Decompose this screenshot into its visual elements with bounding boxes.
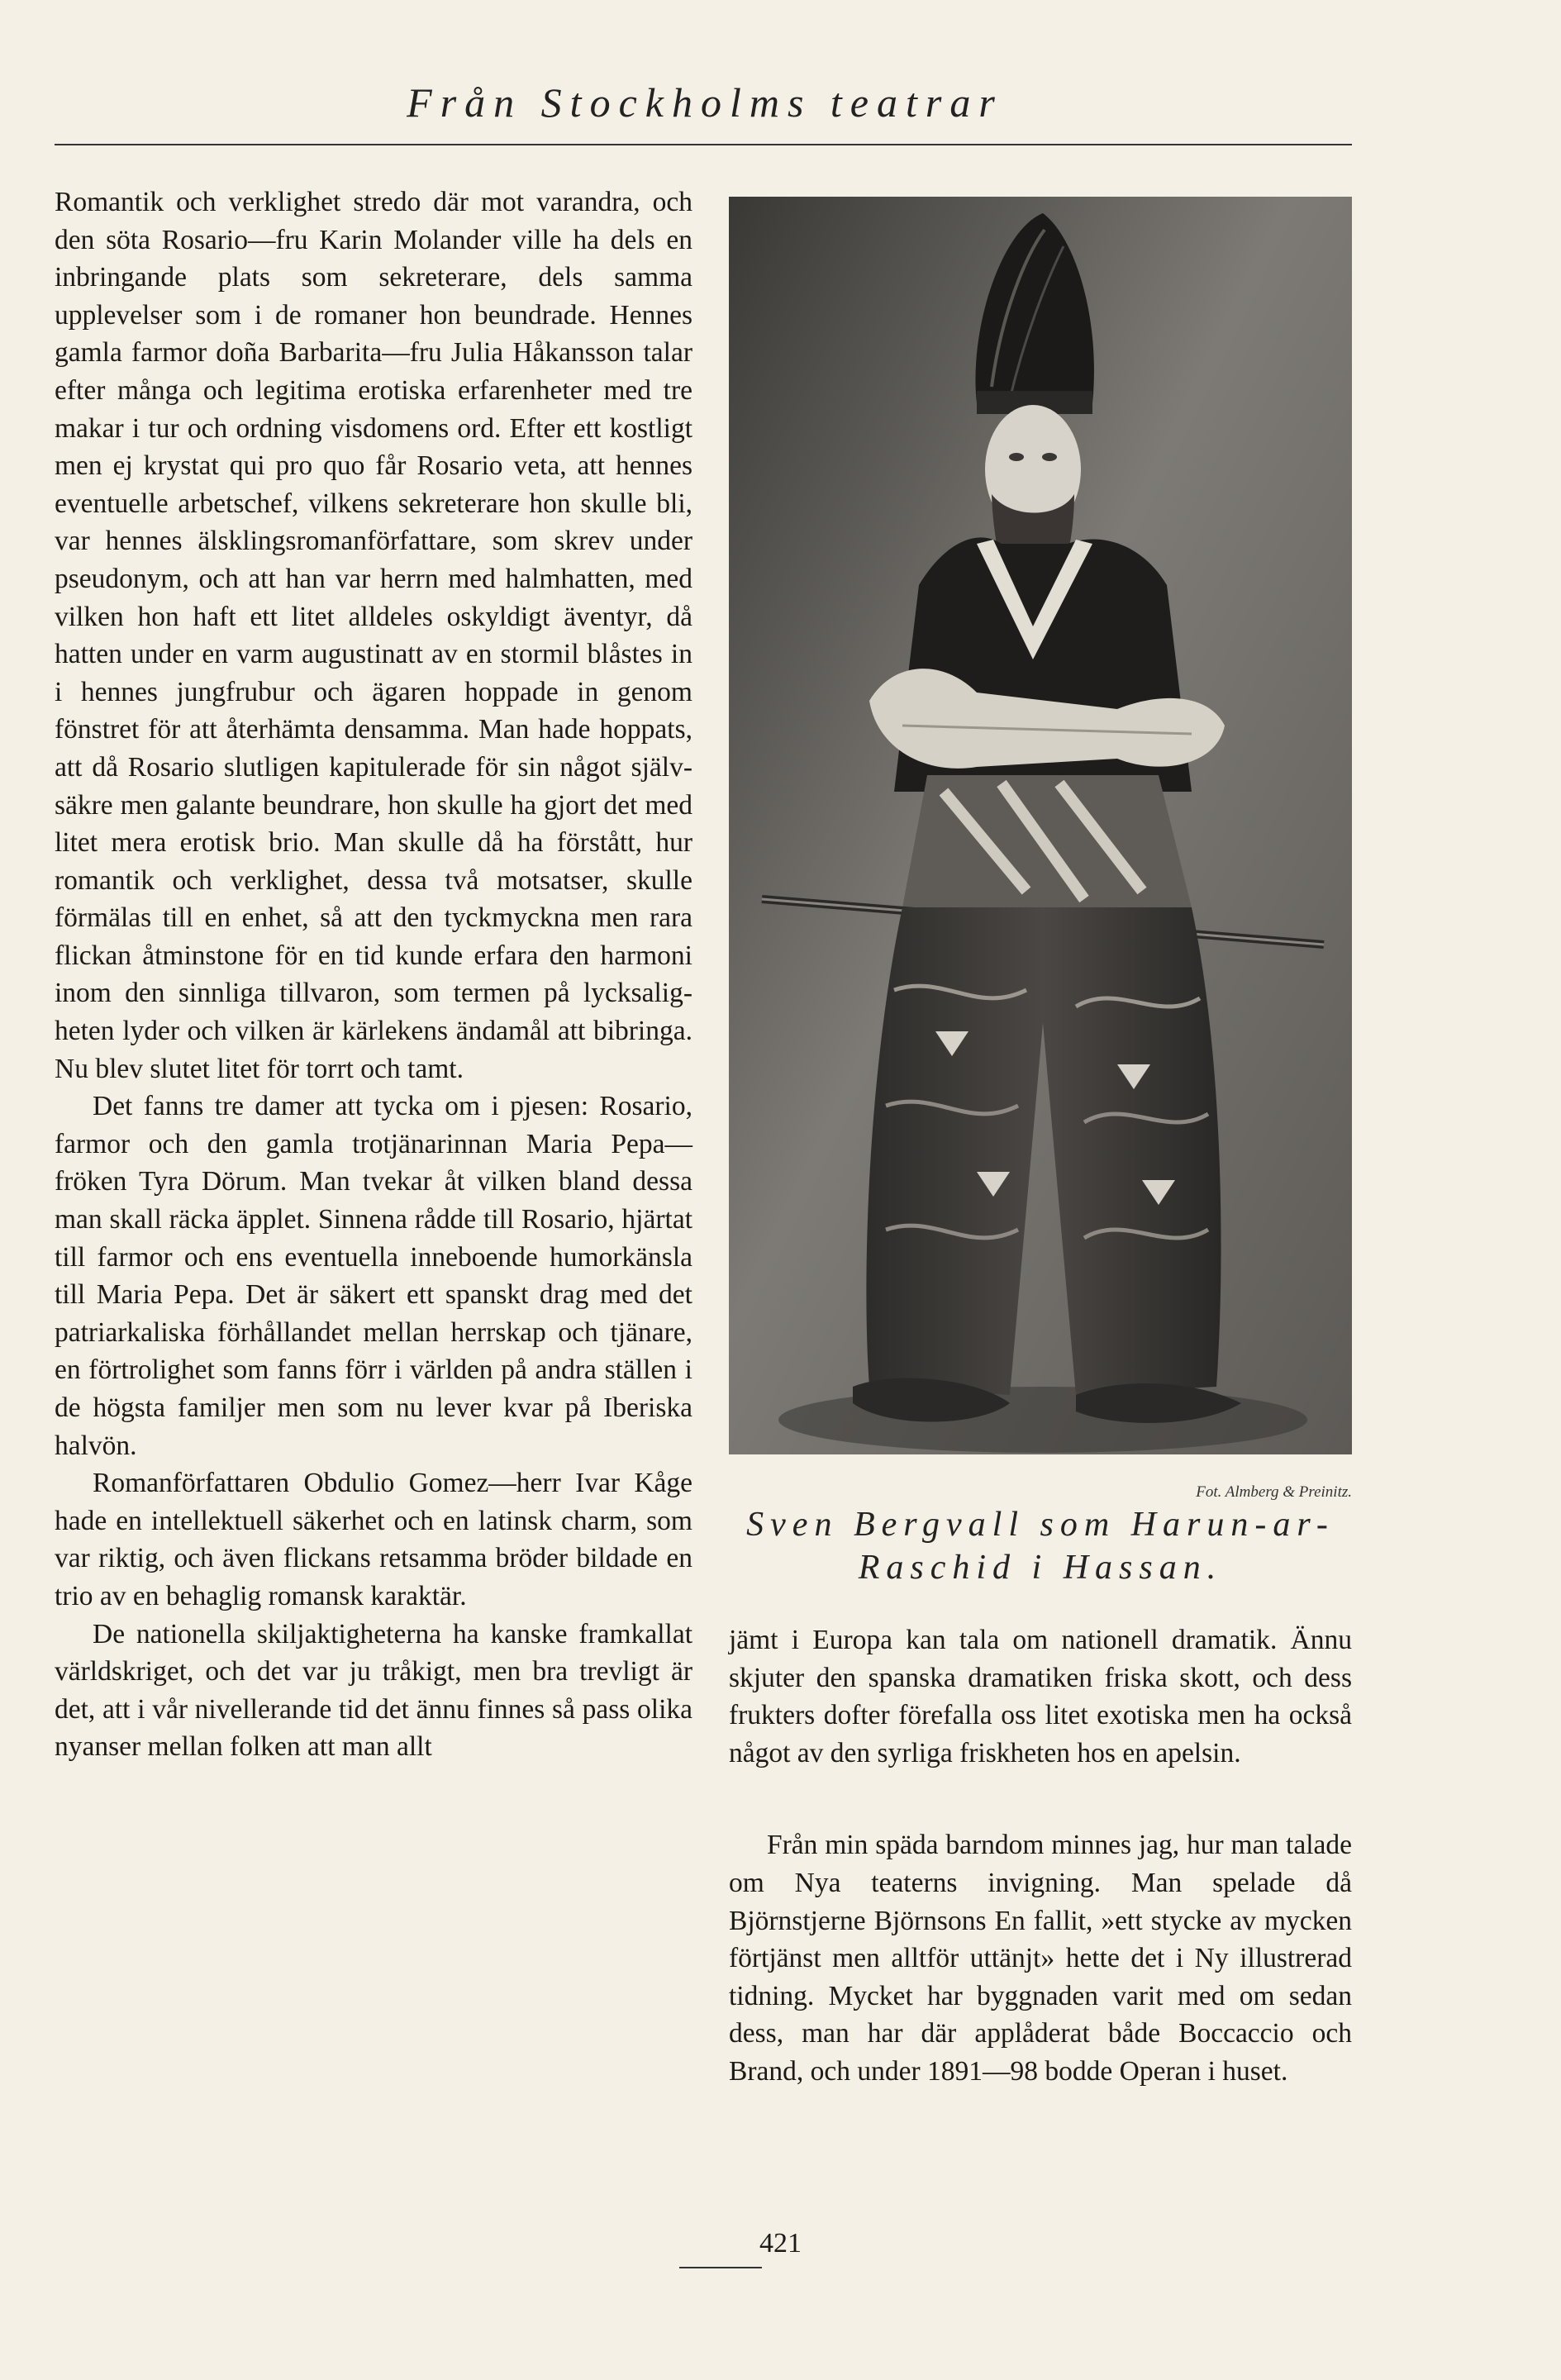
running-title: Från Stockholms teatrar	[407, 79, 1003, 126]
paragraph-2: Det fanns tre damer att tycka om i pjesen: Rosario, farmor och den gamla trotjänarinnan Maria Pepa—fröken Tyra Dörum. Man tvekar åt vilken bland dessa man skall räcka äpplet. Sinnena rådde till Rosario, hjärtat till farmor och ens eventuella inneboende humorkänsla till Maria Pepa. Det är säkert ett spanskt drag med det patriarkaliska förhållandet mellan herrskap och tjänare, en förtrolighet som fanns förr i världen på andra ställen i de högsta familjer men som nu lever kvar på Iberiska halvön.	[55, 1091, 692, 1461]
paragraph-3: Romanförfattaren Obdulio Gomez—herr Ivar Kåge hade en intellektuell säkerhet och en latinsk charm, som var riktig, och även flickans retsamma bröder bildade en trio av en behaglig romansk karaktär.	[55, 1468, 692, 1611]
actor-photograph	[729, 197, 1352, 1454]
paragraph-4: De nationella skiljaktigheterna ha kanske framkallat världskriget, och det var ju tråkigt, men bra trevligt är det, att i vår nivellerande tid det ännu finnes så pass olika nyanser mellan folken att man allt	[55, 1618, 692, 1763]
paragraph-5: jämt i Europa kan tala om nationell dramatik. Ännu skjuter den spanska dramatiken friska skott, och dess frukters dofter förefalla oss litet exotiska men ha också något av den syrliga friskheten hos en apelsin.	[729, 1625, 1352, 1768]
left-text-column	[55, 183, 692, 1766]
page-number: 421	[759, 2228, 802, 2259]
actor-portrait-illustration	[729, 197, 1352, 1454]
page-number-rule	[679, 2267, 762, 2268]
paragraph-6: Från min späda barndom minnes jag, hur man talade om Nya teaterns invigning. Man spelade då Björnstjerne Björnsons En fallit, »ett stycke av mycken förtjänst men alltför uttänjt» hette det i Ny illustrerad tidning. Mycket har byggnaden varit med om sedan dess, man har där applåderat både Boccaccio och Brand, och under 1891—98 bodde Operan i huset.	[729, 1830, 1352, 2087]
figure-caption: Sven Bergvall som Harun-ar-Raschid i Hassan.	[746, 1506, 1335, 1587]
photo-credit: Fot. Almberg & Preinitz.	[1196, 1483, 1352, 1501]
paragraph-gap	[729, 1772, 1352, 1826]
paragraph-1: Romantik och verklighet stredo där mot varandra, och den söta Rosario—fru Karin Molander ville ha dels en inbringande plats som sekreterare, dels samma upplevelser som i de romaner hon beundrade. Hennes gamla farmor doña Barbarita—fru Julia Håkansson talar efter många och legitima erotiska erfarenheter med tre makar i tur och ordning visdomens ord. Efter ett kostligt men ej krystat qui pro quo får Rosario veta, att hennes eventuelle arbetschef, vilkens sekreterare hon skulle bli, var hennes älsklingsromanförfattare, som skrev under pseudonym, och att han var herrn med halmhatten, med vilken hon haft ett litet alldeles oskyldigt äventyr, då hatten under en varm augustinatt av en stormil blåstes in i hennes jungfrubur och ägaren hoppade in genom fönstret för att återhämta densamma. Man hade hoppats, att då Rosario slutligen kapitulerade för sin något självsäkre men galante beundrare, hon skulle ha gjort det med litet mera erotisk brio. Man skulle då ha förstått, hur romantik och verklighet, dessa två motsatser, skulle förmälas till en enhet, så att den tyckmyckna men rara flickan åtminstone för en tid kunde erfara den harmoni inom den sinnliga tillvaron, som termen på lycksaligheten lyder och vilken är kärlekens ändamål att bibringa. Nu blev slutet litet för torrt och tamt.	[55, 187, 692, 1084]
header-rule	[55, 144, 1352, 145]
right-text-column	[729, 1621, 1352, 2091]
